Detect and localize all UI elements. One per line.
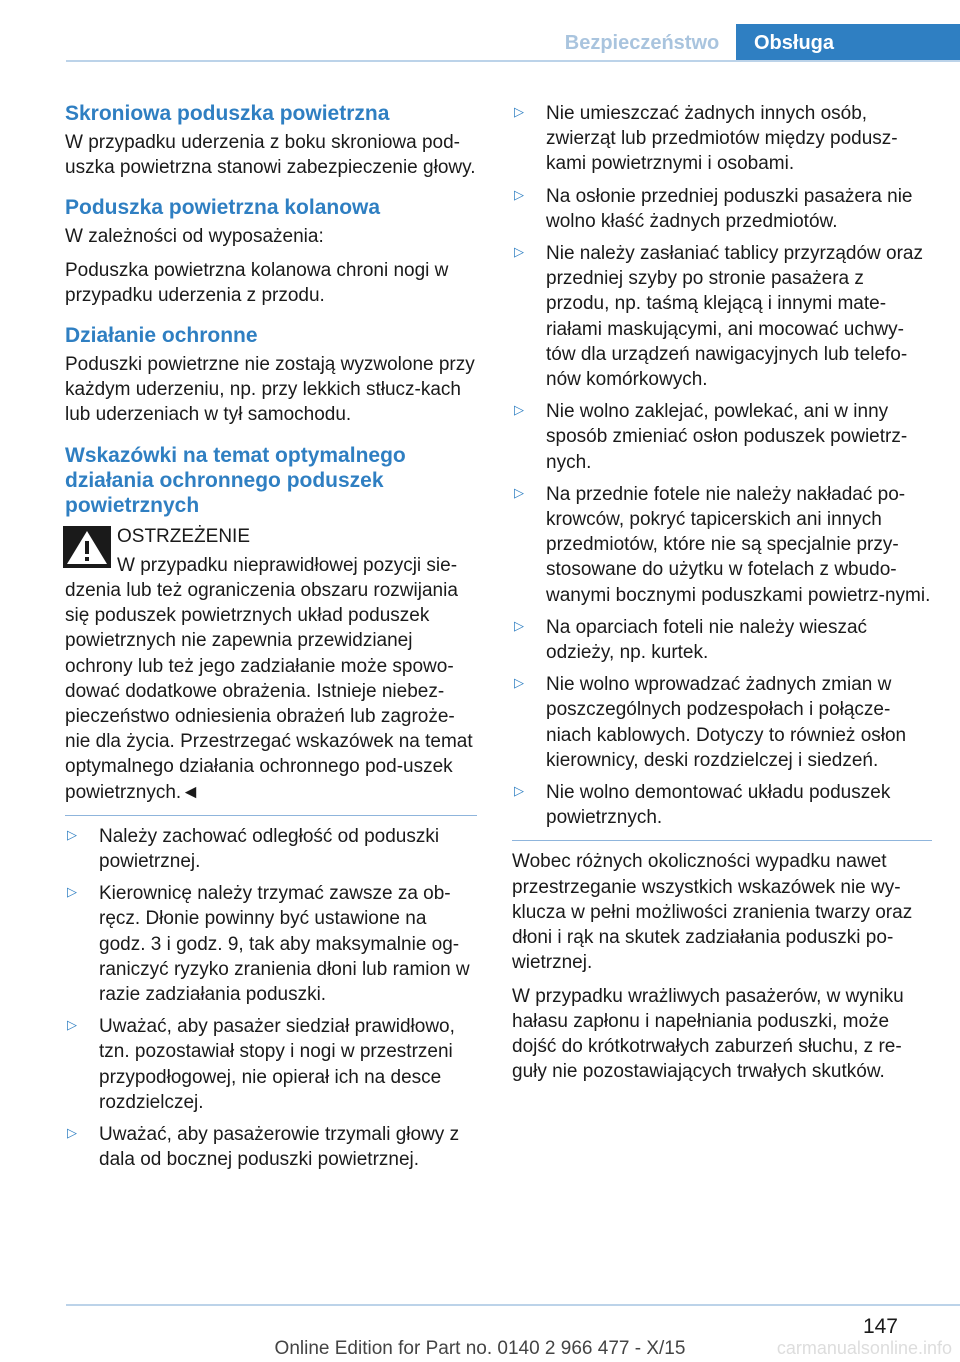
bullet-list: [512, 101, 932, 830]
triangle-right-icon: [67, 1017, 79, 1029]
paragraph: W przypadku wrażliwych pasażerów, w wyniku hałasu zapłonu i napełniania poduszki, może dojść do krótkotrwałych zaburzeń słuchu, z re-guły nie pozostawiających trwałych skutków.: [512, 985, 904, 1083]
section-wskazowki: [65, 443, 477, 1173]
triangle-right-icon: [514, 402, 526, 414]
triangle-right-icon: [514, 244, 526, 256]
paragraph: Poduszki powietrzne nie zostają wyzwolone przy każdym uderzeniu, np. przy lekkich stłucz-kach lub uderzeniach w tył samochodu.: [65, 354, 475, 426]
triangle-right-icon: [514, 783, 526, 795]
section-kolanowa: [65, 195, 477, 308]
tab-obsluga[interactable]: Obsługa: [736, 24, 960, 62]
section-dzialanie: [65, 323, 477, 428]
right-column: [512, 101, 932, 1092]
list-item: ▷ Nie wolno demontować układu poduszek powietrznych.: [512, 780, 932, 830]
warning-triangle-icon: [63, 526, 111, 568]
triangle-right-icon: [514, 104, 526, 116]
list-item: ▷ Należy zachować odległość od poduszki powietrznej.: [65, 824, 477, 874]
warning-body: W przypadku nieprawidłowej pozycji sie-dzenia lub też ograniczenia obszaru rozwijania się poduszek powietrznych układ poduszek powietrznych nie zapewnia przewidzianej ochrony lub też jego zadziałanie może spowo-dować dodatkowe obrażenia. Istnieje niebez-pieczeństwo odniesienia obrażeń lub zagroże-nie dla życia. Przestrzegać wskazówek na temat optymalnego działania ochronnego pod-uszek powietrznych.◄: [65, 554, 473, 803]
list-item: ▷ Uważać, aby pasażerowie trzymali głowy z dala od bocznej poduszki powietrznej.: [65, 1122, 477, 1172]
watermark-text: carmanualsonline.info: [776, 1338, 952, 1358]
page-number: 147: [862, 1315, 898, 1338]
triangle-right-icon: [67, 827, 79, 839]
footer-rule: [66, 1304, 960, 1306]
list-item: ▷ Nie umieszczać żadnych innych osób, zwierząt lub przedmiotów między podusz-kami powietrznymi i osobami.: [512, 101, 932, 177]
list-item: ▷ Nie należy zasłaniać tablicy przyrządów oraz przedniej szyby po stronie pasażera z przodu, np. taśmą klejącą i innymi mate-riałami maskującymi, ani mocować uchwy-tów dla urządzeń nawigacyjnych lub telefo-nów komórkowych.: [512, 241, 932, 392]
triangle-right-icon: [67, 884, 79, 896]
triangle-right-icon: [67, 1125, 79, 1137]
paragraph: W zależności od wyposażenia:: [65, 226, 324, 248]
triangle-right-icon: [514, 187, 526, 199]
triangle-right-icon: [514, 675, 526, 687]
section-heading: Wskazówki na temat optymalnego działania ochronnego poduszek powietrznych: [65, 443, 406, 517]
warning-box: [65, 524, 477, 805]
list-item: ▷ Kierownicę należy trzymać zawsze za ob-ręcz. Dłonie powinny być ustawione na godz. 3 i godz. 9, tak aby maksymalnie og-raniczyć ryzyko zranienia dłoni lub ramion w razie zadziałania poduszki.: [65, 881, 477, 1007]
list-item: ▷ Na oparciach foteli nie należy wieszać odzieży, np. kurtek.: [512, 615, 932, 665]
tab-bezpieczenstwo[interactable]: Bezpieczeństwo: [564, 32, 720, 54]
paragraph: W przypadku uderzenia z boku skroniowa pod-uszka powietrzna stanowi zabezpieczenie głowy.: [65, 132, 476, 179]
section-heading: Poduszka powietrzna kolanowa: [65, 196, 381, 220]
triangle-right-icon: [514, 485, 526, 497]
edition-text: Online Edition for Part no. 0140 2 966 477 - X/15 carmanualsonline.info: [274, 1338, 952, 1359]
paragraph: Poduszka powietrzna kolanowa chroni nogi w przypadku uderzenia z przodu.: [65, 259, 449, 306]
divider: [512, 840, 932, 841]
list-item: ▷ Uważać, aby pasażer siedział prawidłowo, tzn. pozostawiał stopy i nogi w przestrzeni przypodłogowej, nie opierał ich na desce rozdzielczej.: [65, 1014, 477, 1115]
list-item: ▷ Nie wolno zaklejać, powlekać, ani w inny sposób zmieniać osłon poduszek powietrz-nych.: [512, 399, 932, 475]
section-heading: Skroniowa poduszka powietrzna: [65, 102, 390, 125]
warning-title: OSTRZEŻENIE: [117, 525, 251, 547]
section-heading: Działanie ochronne: [65, 324, 258, 348]
triangle-right-icon: [514, 618, 526, 630]
paragraph: Wobec różnych okoliczności wypadku nawet przestrzeganie wszystkich wskazówek nie wy-klucza w pełni możliwości zranienia twarzy oraz dłoni i rąk na skutek zadziałania poduszki po-wietrznej.: [512, 851, 913, 974]
list-item: ▷ Na przednie fotele nie należy nakładać po-krowców, pokryć tapicerskich ani innych przedmiotów, które nie są specjalnie przy-stosowane do użytku w fotelach z wbudo-wanymi bocznymi poduszkami powietrz-nymi.: [512, 482, 932, 608]
header-rule: [66, 60, 960, 62]
bullet-list: [65, 824, 477, 1173]
list-item: ▷ Nie wolno wprowadzać żadnych zmian w poszczególnych podzespołach i połącze-niach kablowych. Dotyczy to również osłon kierownicy, deski rozdzielczej i siedzeń.: [512, 672, 932, 773]
left-column: [65, 101, 477, 1173]
section-skroniowa: [65, 101, 477, 180]
divider: [65, 815, 477, 816]
list-item: ▷ Na osłonie przedniej poduszki pasażera nie wolno kłaść żadnych przedmiotów.: [512, 184, 932, 234]
